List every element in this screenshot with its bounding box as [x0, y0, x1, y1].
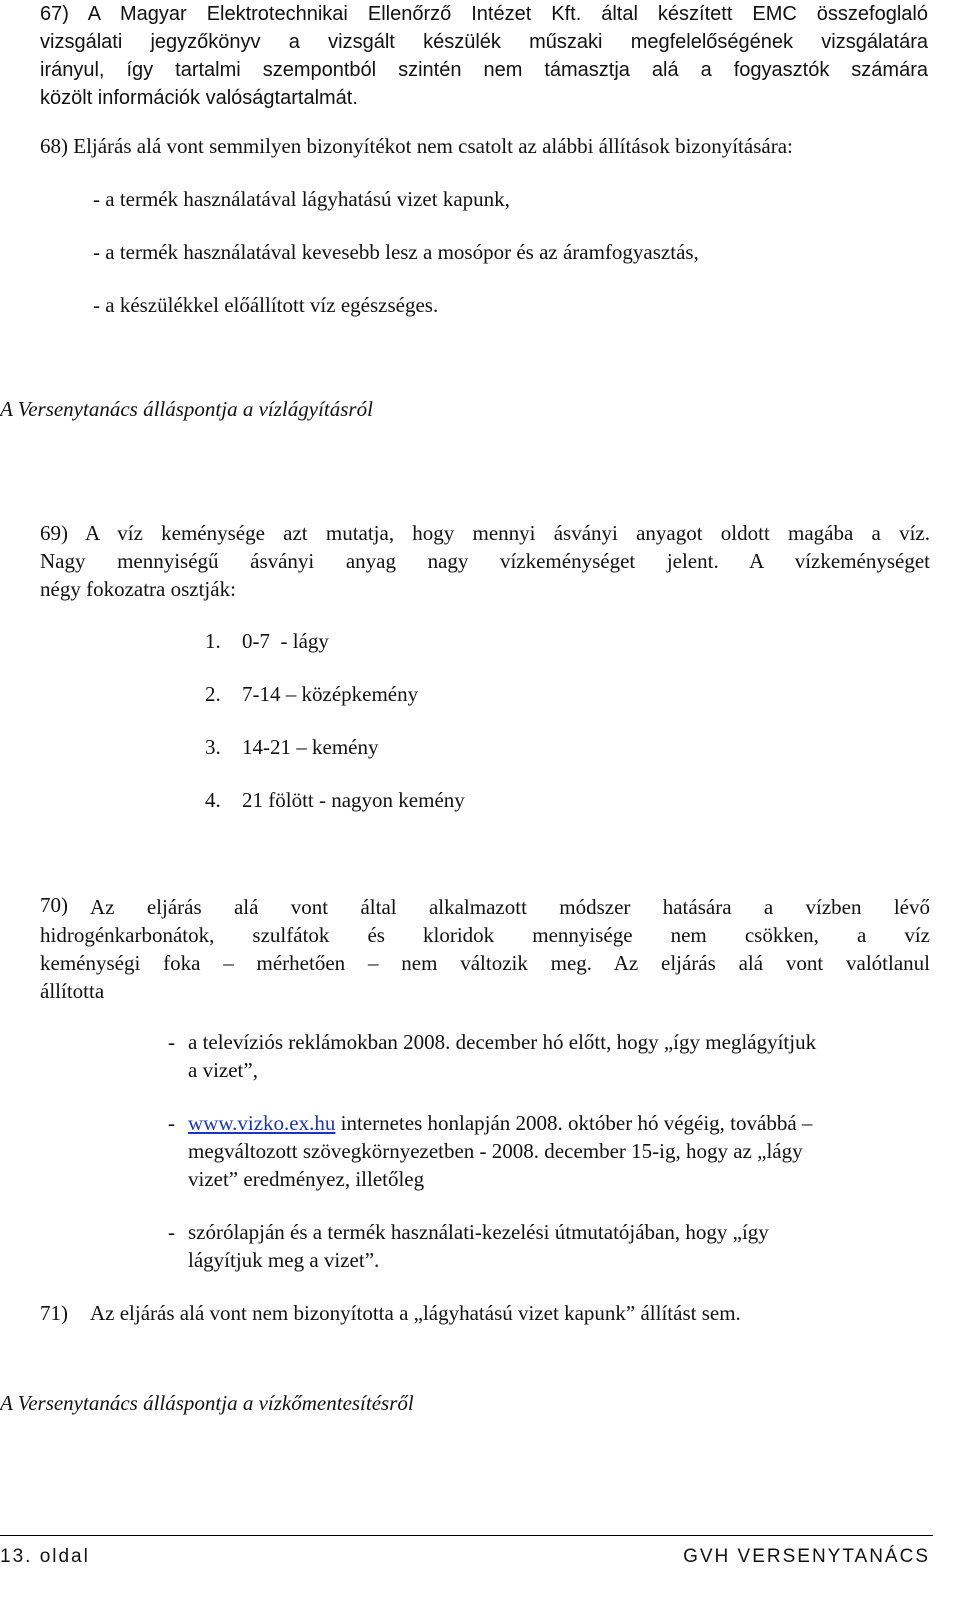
paragraph-71-text: Az eljárás alá vont nem bizonyította a „lágyhatású vizet kapunk” állítást sem.	[90, 1301, 741, 1325]
paragraph-67	[40, 0, 928, 112]
hardness-item-text: 0-7 - lágy	[242, 629, 329, 653]
footer-organization: GVH VERSENYTANÁCS	[683, 1546, 930, 1567]
paragraph-70-number: 70)	[40, 893, 68, 917]
footer-divider	[0, 1535, 933, 1536]
bullet-dash: -	[168, 1111, 175, 1135]
bullet-line: megváltozott szövegkörnyezetben - 2008. december 15-ig, hogy az „lágy	[188, 1139, 803, 1163]
hardness-item-number: 4.	[205, 788, 221, 812]
paragraph-67-line: közölt információk valóságtartalmát.	[40, 87, 358, 109]
claim-list-item: - a termék használatával lágyhatású vizet kapunk,	[93, 187, 510, 211]
hardness-item-text: 21 fölött - nagyon kemény	[242, 788, 465, 812]
bullet-line: szórólapján és a termék használati-kezelési útmutatójában, hogy „így	[188, 1220, 769, 1244]
paragraph-70-line	[40, 893, 930, 921]
bullet-line-rest: internetes honlapján 2008. október hó végéig, továbbá –	[335, 1111, 813, 1135]
paragraph-70-line: állította	[40, 979, 105, 1003]
section-heading-water-softening: A Versenytanács álláspontja a vízlágyításról	[0, 397, 373, 421]
bullet-dash: -	[168, 1220, 175, 1244]
paragraph-67-line: vizsgálati jegyzőkönyv a vizsgált készülék műszaki megfelelőségének vizsgálatára	[40, 31, 928, 53]
paragraph-67-line: irányul, így tartalmi szempontból szintén nem támasztja alá a fogyasztók számára	[40, 59, 928, 81]
paragraph-70-line: keménységi foka – mérhetően – nem változik meg. Az eljárás alá vont valótlanul	[40, 951, 930, 975]
hardness-item-number: 2.	[205, 682, 221, 706]
claim-list-item: - a termék használatával kevesebb lesz a mosópor és az áramfogyasztás,	[93, 240, 699, 264]
paragraph-69	[40, 519, 930, 603]
paragraph-69-line: Nagy mennyiségű ásványi anyag nagy vízkeménységet jelent. A vízkeménységet	[40, 549, 930, 573]
paragraph-67-line: 67) A Magyar Elektrotechnikai Ellenőrző Intézet Kft. által készített EMC összefoglaló	[40, 3, 928, 25]
bullet-line: vizet” eredményez, illetőleg	[188, 1167, 425, 1191]
claim-list-item: - a készülékkel előállított víz egészséges.	[93, 293, 439, 317]
paragraph-70-first-line: Az eljárás alá vont által alkalmazott módszer hatására a vízben lévő	[90, 895, 930, 919]
hardness-item-number: 1.	[205, 629, 221, 653]
website-link[interactable]: www.vizko.ex.hu	[188, 1111, 336, 1135]
bullet-line: a vizet”,	[188, 1058, 258, 1082]
hardness-item-number: 3.	[205, 735, 221, 759]
bullet-dash: -	[168, 1030, 175, 1054]
paragraph-69-line: négy fokozatra osztják:	[40, 577, 236, 601]
footer-page-number: 13. oldal	[0, 1546, 90, 1567]
hardness-item-text: 7-14 – középkemény	[242, 682, 419, 706]
hardness-item-text: 14-21 – kemény	[242, 735, 379, 759]
paragraph-69-line: 69) A víz keménysége azt mutatja, hogy mennyi ásványi anyagot oldott magába a víz.	[40, 521, 930, 545]
paragraph-70-line: hidrogénkarbonátok, szulfátok és kloridok mennyisége nem csökken, a víz	[40, 923, 930, 947]
paragraph-70	[40, 893, 930, 1005]
bullet-line: lágyítjuk meg a vizet”.	[188, 1248, 380, 1272]
bullet-line	[188, 1111, 812, 1136]
paragraph-68-intro: 68) Eljárás alá vont semmilyen bizonyítékot nem csatolt az alábbi állítások bizonyítására:	[40, 134, 793, 158]
paragraph-71-number: 71)	[40, 1301, 68, 1325]
section-heading-descaling: A Versenytanács álláspontja a vízkőmentesítésről	[0, 1391, 414, 1415]
bullet-line: a televíziós reklámokban 2008. december hó előtt, hogy „így meglágyítjuk	[188, 1030, 817, 1054]
